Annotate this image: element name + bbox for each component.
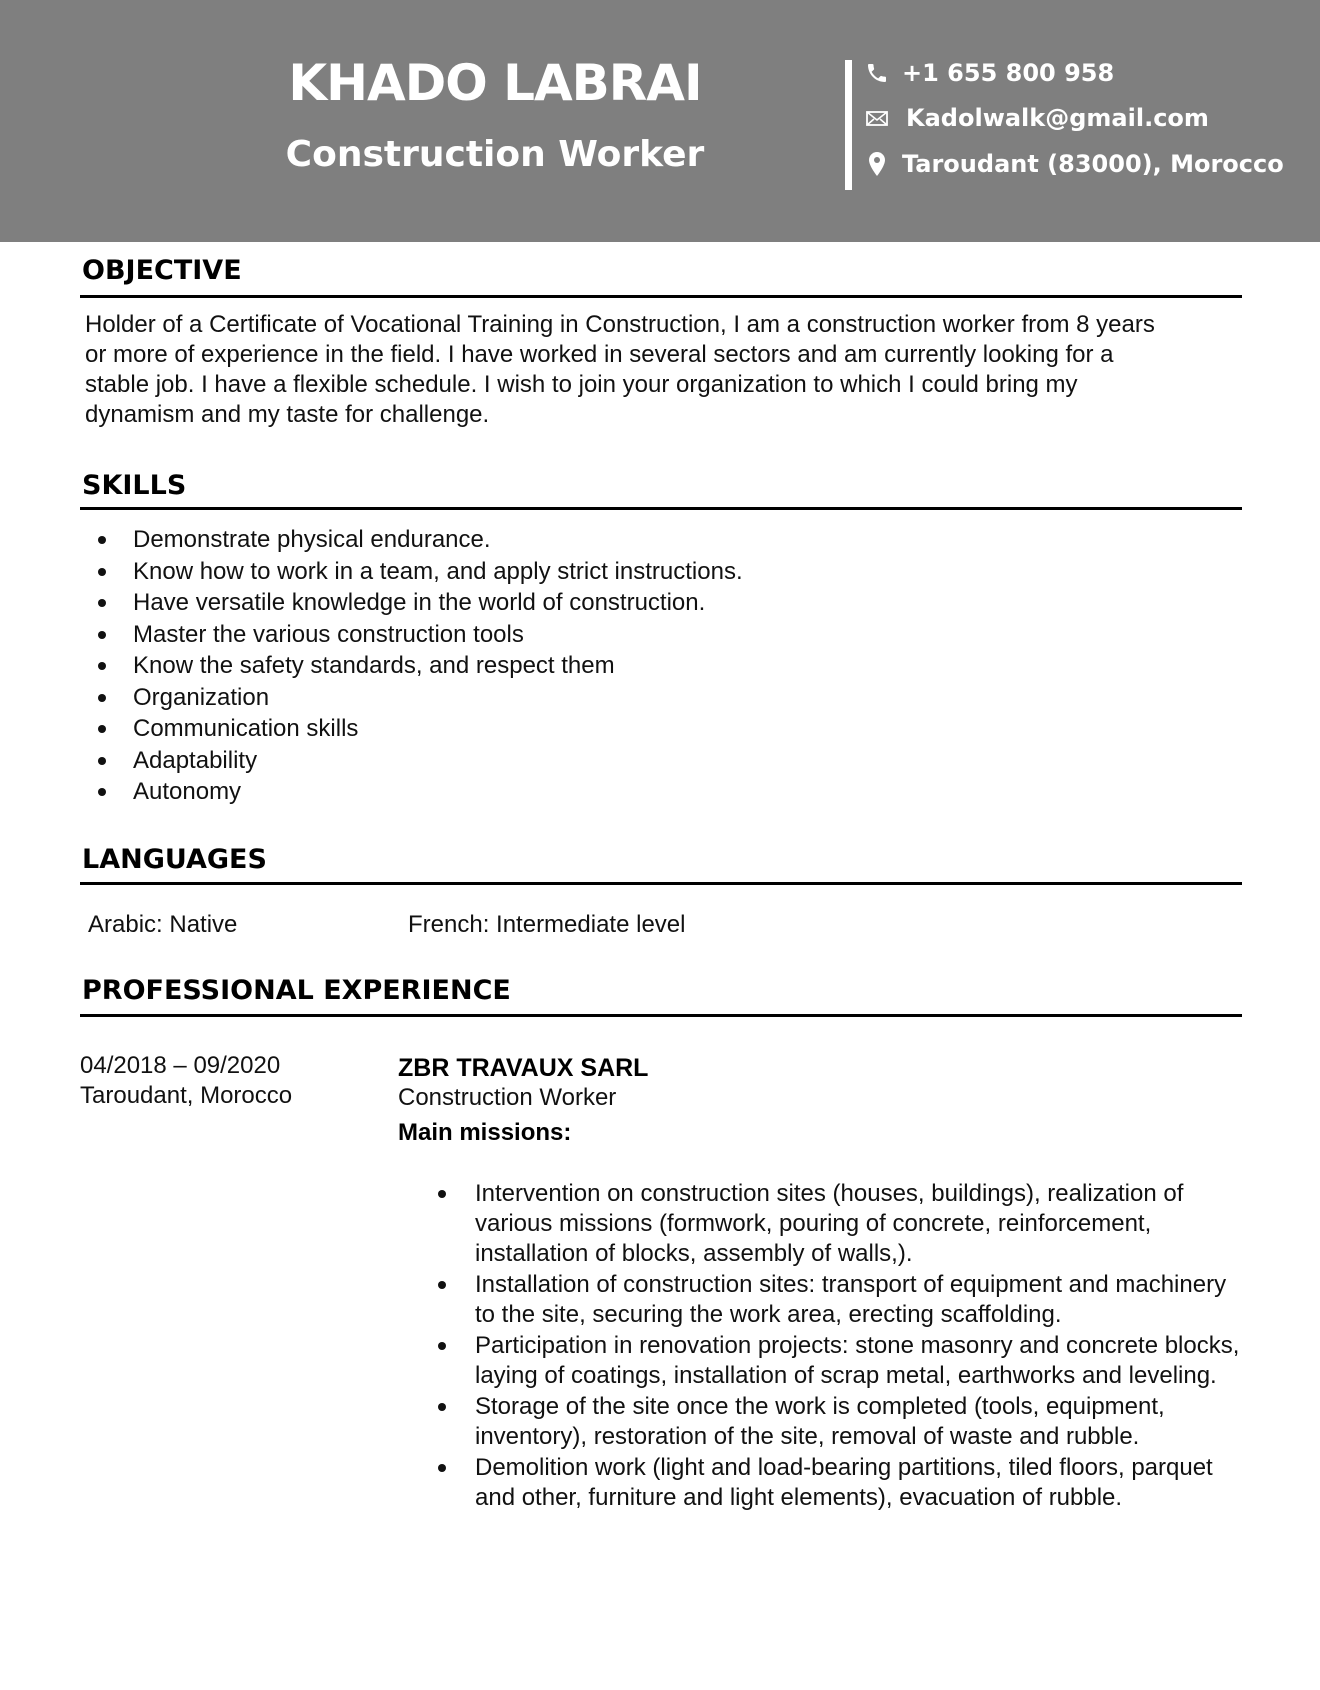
section-divider	[80, 295, 1242, 298]
mission-line: Storage of the site once the work is completed (tools, equipment,	[475, 1393, 1165, 1420]
language-french: French: Intermediate level	[408, 911, 686, 938]
candidate-name: KHADO LABRAI	[288, 54, 702, 112]
skills-list	[133, 524, 743, 808]
objective-line: or more of experience in the field. I have worked in several sectors and am currently looking for a	[85, 341, 1114, 368]
skill-item: Know how to work in a team, and apply strict instructions.	[133, 556, 743, 588]
skill-item: Master the various construction tools	[133, 619, 743, 651]
header-divider	[845, 60, 852, 190]
mission-item	[475, 1270, 1305, 1330]
language-arabic: Arabic: Native	[88, 911, 238, 938]
contact-email	[864, 100, 1209, 136]
job-location: Taroudant, Morocco	[80, 1082, 293, 1109]
phone-icon	[864, 60, 890, 86]
contact-phone	[864, 55, 1114, 91]
candidate-role: Construction Worker	[285, 134, 705, 175]
skill-item: Adaptability	[133, 745, 743, 777]
section-title-skills: SKILLS	[82, 470, 187, 501]
objective-line: stable job. I have a flexible schedule. I wish to join your organization to which I could bring my	[85, 371, 1078, 398]
mission-item	[475, 1392, 1305, 1452]
skill-item: Autonomy	[133, 776, 743, 808]
missions-list	[475, 1179, 1305, 1514]
location-text: Taroudant (83000), Morocco	[902, 150, 1284, 178]
section-divider	[80, 882, 1242, 885]
mission-item	[475, 1331, 1305, 1391]
skill-item: Organization	[133, 682, 743, 714]
section-divider	[80, 507, 1242, 510]
section-title-languages: LANGUAGES	[82, 844, 267, 875]
mission-line: Demolition work (light and load-bearing partitions, tiled floors, parquet	[475, 1454, 1213, 1481]
mission-line: laying of coatings, installation of scrap metal, earthworks and leveling.	[475, 1362, 1217, 1389]
mission-line: to the site, securing the work area, erecting scaffolding.	[475, 1301, 1062, 1328]
contact-location	[864, 146, 1284, 182]
skill-item: Know the safety standards, and respect them	[133, 650, 743, 682]
section-title-objective: OBJECTIVE	[82, 255, 242, 286]
mission-item	[475, 1179, 1305, 1269]
missions-label: Main missions:	[398, 1119, 572, 1146]
objective-line: dynamism and my taste for challenge.	[85, 401, 490, 428]
mission-line: installation of blocks, assembly of walls,).	[475, 1240, 913, 1267]
mission-line: and other, furniture and light elements), evacuation of rubble.	[475, 1484, 1123, 1511]
mail-icon	[864, 105, 890, 131]
mission-line: Installation of construction sites: transport of equipment and machinery	[475, 1271, 1227, 1298]
mission-item	[475, 1453, 1305, 1513]
job-dates: 04/2018 – 09/2020	[80, 1052, 281, 1079]
skill-item: Demonstrate physical endurance.	[133, 524, 743, 556]
skill-item: Have versatile knowledge in the world of construction.	[133, 587, 743, 619]
phone-number: +1 655 800 958	[902, 59, 1115, 87]
mission-line: various missions (formwork, pouring of concrete, reinforcement,	[475, 1210, 1152, 1237]
email-address: Kadolwalk@gmail.com	[906, 104, 1209, 132]
skill-item: Communication skills	[133, 713, 743, 745]
section-title-experience: PROFESSIONAL EXPERIENCE	[82, 975, 511, 1006]
section-divider	[80, 1014, 1242, 1017]
mission-line: Participation in renovation projects: stone masonry and concrete blocks,	[475, 1332, 1240, 1359]
location-pin-icon	[864, 151, 890, 177]
job-meta	[80, 1051, 292, 1111]
mission-line: inventory), restoration of the site, removal of waste and rubble.	[475, 1423, 1140, 1450]
resume-header	[0, 0, 1320, 242]
job-company: ZBR TRAVAUX SARL	[398, 1054, 649, 1082]
job-position: Construction Worker	[398, 1084, 617, 1111]
mission-line: Intervention on construction sites (houses, buildings), realization of	[475, 1180, 1184, 1207]
objective-text	[85, 310, 1265, 430]
objective-line: Holder of a Certificate of Vocational Training in Construction, I am a construction worker from 8 years	[85, 311, 1155, 338]
